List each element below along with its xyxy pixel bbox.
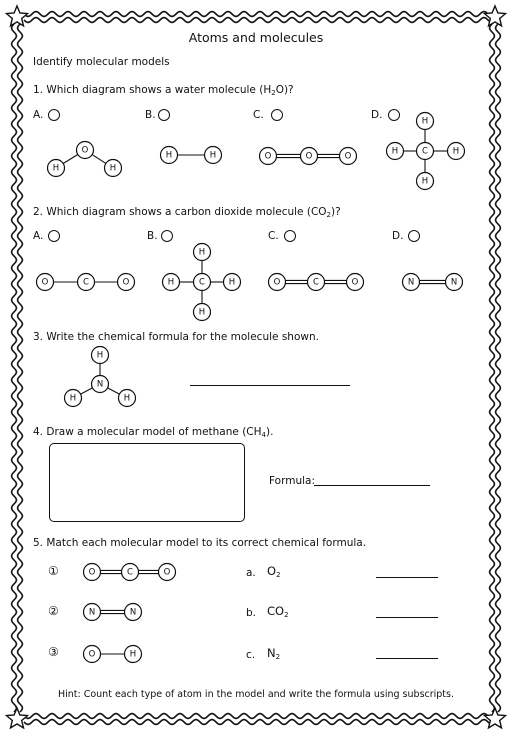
q2-c-atom-o (269, 274, 286, 291)
svg-text:H: H (69, 393, 77, 404)
page-subtitle: Identify molecular models (33, 56, 170, 68)
svg-text:C: C (127, 567, 133, 578)
svg-text:H: H (421, 116, 429, 127)
q5-answer-b-formula: $CO_2$ (267, 604, 289, 619)
q3-atom-n (92, 376, 109, 393)
q5-3-atom-h (125, 646, 142, 663)
svg-text:H: H (52, 163, 60, 174)
q5-2-atom-n (125, 604, 142, 621)
svg-text:H: H (109, 163, 117, 174)
q5-question: 5. Match each molecular model to its correct chemical formula. (33, 537, 367, 549)
q1-a-bond (92, 155, 106, 164)
svg-text:H: H (123, 393, 131, 404)
q4-formula-label: Formula: (269, 475, 315, 487)
q5-number-2: ② (48, 604, 59, 618)
svg-text:C: C (313, 277, 319, 288)
q5-answer-b-letter: b. (246, 607, 257, 619)
svg-text:N: N (96, 379, 104, 390)
q3-atom-h (119, 390, 136, 407)
svg-text:N: N (129, 607, 137, 618)
svg-text:H: H (391, 146, 399, 157)
svg-text:O: O (163, 567, 171, 578)
q1-option-c-label: C. (253, 109, 264, 121)
hint-text: Hint: Count each type of atom in the model and write the formula using subscripts. (57, 689, 455, 700)
q1-c-atom-o (301, 148, 318, 165)
q1-question: 1. Which diagram shows a water molecule $(H_2O)$? (33, 84, 294, 97)
svg-text:H: H (452, 146, 460, 157)
q2-d-atom-n (403, 274, 420, 291)
q2-option-c-label: C. (268, 230, 279, 242)
svg-text:O: O (305, 151, 313, 162)
q5-2-atom-n (84, 604, 101, 621)
q2-b-atom-h (194, 244, 211, 261)
q1-option-a-label: A. (33, 109, 44, 121)
q2-c-atom-o (347, 274, 364, 291)
q5-3-atom-o (84, 646, 101, 663)
svg-text:O: O (88, 649, 96, 660)
q5-answer-a-formula: $O_2$ (267, 564, 281, 579)
q1-b-atom-h (205, 147, 222, 164)
q5-number-3: ③ (48, 645, 59, 659)
svg-text:O: O (264, 151, 272, 162)
q2-b-atom-c (194, 274, 211, 291)
q2-question: 2. Which diagram shows a carbon dioxide molecule $(CO_2)$? (33, 206, 341, 219)
q2-option-b-label: B. (147, 230, 158, 242)
q3-atom-h (65, 390, 82, 407)
q3-atom-h (92, 347, 109, 364)
q1-d-atom-h (417, 173, 434, 190)
svg-text:O: O (81, 145, 89, 156)
q3-bond (81, 388, 93, 394)
svg-text:N: N (88, 607, 96, 618)
svg-text:H: H (228, 277, 236, 288)
svg-text:H: H (198, 247, 206, 258)
q2-b-atom-h (194, 304, 211, 321)
svg-text:N: N (450, 277, 458, 288)
q1-a-atom-h (48, 160, 65, 177)
q2-a-atom-o (118, 274, 135, 291)
q1-d-atom-h (448, 143, 465, 160)
q5-1-atom-o (84, 564, 101, 581)
q1-c-atom-o (340, 148, 357, 165)
q3-bond (108, 388, 120, 394)
q5-answer-c-formula: $N_2$ (267, 646, 281, 661)
q4-question: 4. Draw a molecular model of methane $(CH_4)$. (33, 426, 274, 439)
svg-text:N: N (407, 277, 415, 288)
q2-c-atom-c (308, 274, 325, 291)
q2-a-atom-c (78, 274, 95, 291)
q1-d-atom-c (417, 143, 434, 160)
svg-text:C: C (83, 277, 89, 288)
q2-option-d-label: D. (392, 230, 404, 242)
q2-b-atom-h (224, 274, 241, 291)
q1-option-d-label: D. (371, 109, 383, 121)
q1-a-atom-o (77, 142, 94, 159)
svg-text:C: C (199, 277, 205, 288)
q2-a-atom-o (37, 274, 54, 291)
svg-text:O: O (273, 277, 281, 288)
q5-answer-c-letter: c. (246, 649, 256, 661)
q2-b-atom-h (163, 274, 180, 291)
q1-a-bond (63, 154, 78, 163)
svg-text:O: O (88, 567, 96, 578)
svg-text:C: C (422, 146, 428, 157)
svg-text:O: O (344, 151, 352, 162)
svg-text:O: O (122, 277, 130, 288)
svg-text:O: O (351, 277, 359, 288)
q1-b-atom-h (161, 147, 178, 164)
svg-text:H: H (421, 176, 429, 187)
svg-text:H: H (165, 150, 173, 161)
q5-1-atom-c (122, 564, 139, 581)
svg-text:O: O (41, 277, 49, 288)
q3-question: 3. Write the chemical formula for the molecule shown. (33, 331, 319, 343)
page-title: Atoms and molecules (188, 30, 324, 45)
q2-option-a-label: A. (33, 230, 44, 242)
q1-d-atom-h (417, 113, 434, 130)
q1-a-atom-h (105, 160, 122, 177)
svg-text:H: H (167, 277, 175, 288)
q1-c-atom-o (260, 148, 277, 165)
svg-text:H: H (129, 649, 137, 660)
svg-text:H: H (209, 150, 217, 161)
q5-number-1: ① (48, 564, 59, 578)
q5-1-atom-o (159, 564, 176, 581)
q2-d-atom-n (446, 274, 463, 291)
q5-answer-a-letter: a. (246, 567, 256, 579)
svg-text:H: H (198, 307, 206, 318)
q1-option-b-label: B. (145, 109, 156, 121)
svg-text:H: H (96, 350, 104, 361)
q1-d-atom-h (387, 143, 404, 160)
